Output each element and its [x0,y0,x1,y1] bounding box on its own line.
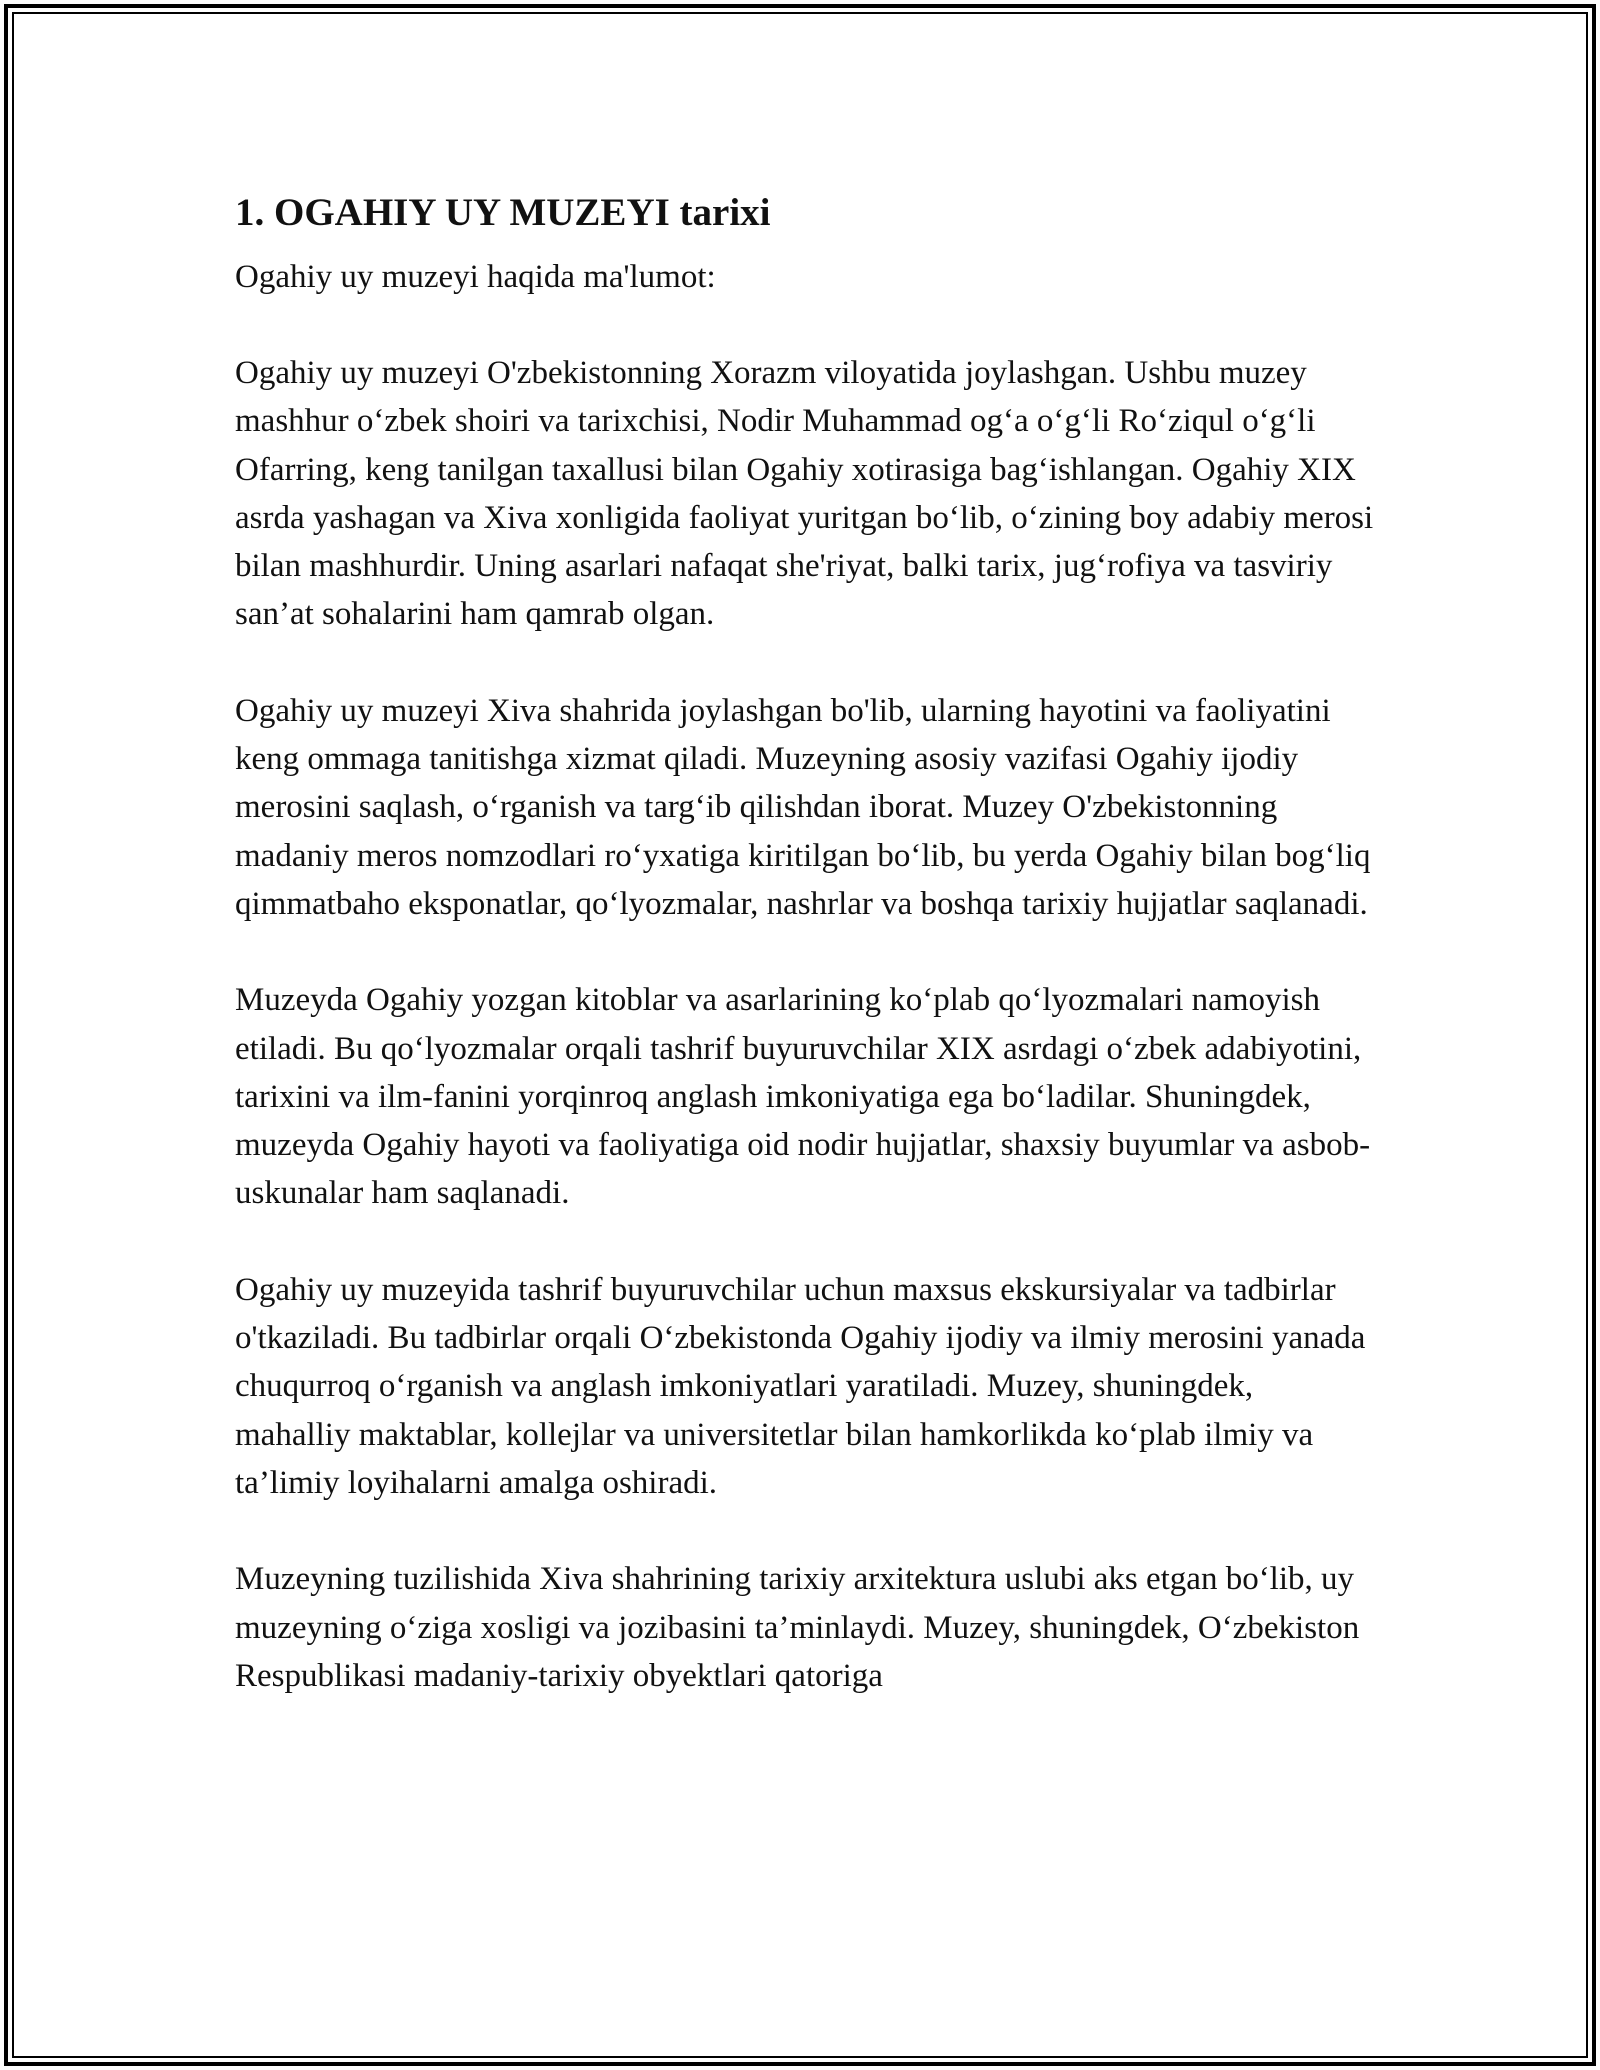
paragraph-2: Ogahiy uy muzeyi Xiva shahrida joylashgan bo'lib, ularning hayotini va faoliyatini keng ommaga tanitishga xizmat qiladi. Muzeyning asosiy vazifasi Ogahiy ijodiy merosini saqlash, o‘rganish va targ‘ib qilishdan iborat. Muzey O'zbekistonning madaniy meros nomzodlari ro‘yxatiga kiritilgan bo‘lib, bu yerda Ogahiy bilan bog‘liq qimmatbaho eksponatlar, qo‘lyozmalar, nashrlar va boshqa tarixiy hujjatlar saqlanadi. [235,692,1371,922]
paragraph-1: Ogahiy uy muzeyi O'zbekistonning Xorazm viloyatida joylashgan. Ushbu muzey mashhur o‘zbek shoiri va tarixchisi, Nodir Muhammad og‘a o‘g‘li Ro‘ziqul o‘g‘li Ofarring, keng tanilgan taxallusi bilan Ogahiy xotirasiga bag‘ishlangan. Ogahiy XIX asrda yashagan va Xiva xonligida faoliyat yuritgan bo‘lib, o‘zining boy adabiy merosi bilan mashhurdir. Uning asarlari nafaqat she'riyat, balki tarix, jug‘rofiya va tasviriy san’at sohalarini ham qamrab olgan. [235,355,1374,633]
paragraph-3: Muzeyda Ogahiy yozgan kitoblar va asarlarining ko‘plab qo‘lyozmalari namoyish etiladi. Bu qo‘lyozmalar orqali tashrif buyuruvchilar XIX asrdagi o‘zbek adabiyotini, tarixini va ilm-fanini yorqinroq anglash imkoniyatiga ega bo‘ladilar. Shuningdek, muzeyda Ogahiy hayoti va faoliyatiga oid nodir hujjatlar, shaxsiy buyumlar va asbob-uskunalar ham saqlanadi. [235,982,1371,1212]
document-heading: 1. OGAHIY UY MUZEYI tarixi [235,191,771,234]
paragraph-5: Muzeyning tuzilishida Xiva shahrining tarixiy arxitektura uslubi aks etgan bo‘lib, uy muzeyning o‘ziga xosligi va jozibasini ta’minlaydi. Muzey, shuningdek, O‘zbekiston Respublikasi madaniy-tarixiy obyektlari qatoriga [235,1561,1360,1694]
intro-line: Ogahiy uy muzeyi haqida ma'lumot: [235,259,716,295]
document-body [235,185,1375,1748]
paragraph-4: Ogahiy uy muzeyida tashrif buyuruvchilar uchun maxsus ekskursiyalar va tadbirlar o'tkaziladi. Bu tadbirlar orqali O‘zbekistonda Ogahiy ijodiy va ilmiy merosini yanada chuqurroq o‘rganish va anglash imkoniyatlari yaratiladi. Muzey, shuningdek, mahalliy maktablar, kollejlar va universitetlar bilan hamkorlikda ko‘plab ilmiy va ta’limiy loyihalarni amalga oshiradi. [235,1271,1366,1501]
